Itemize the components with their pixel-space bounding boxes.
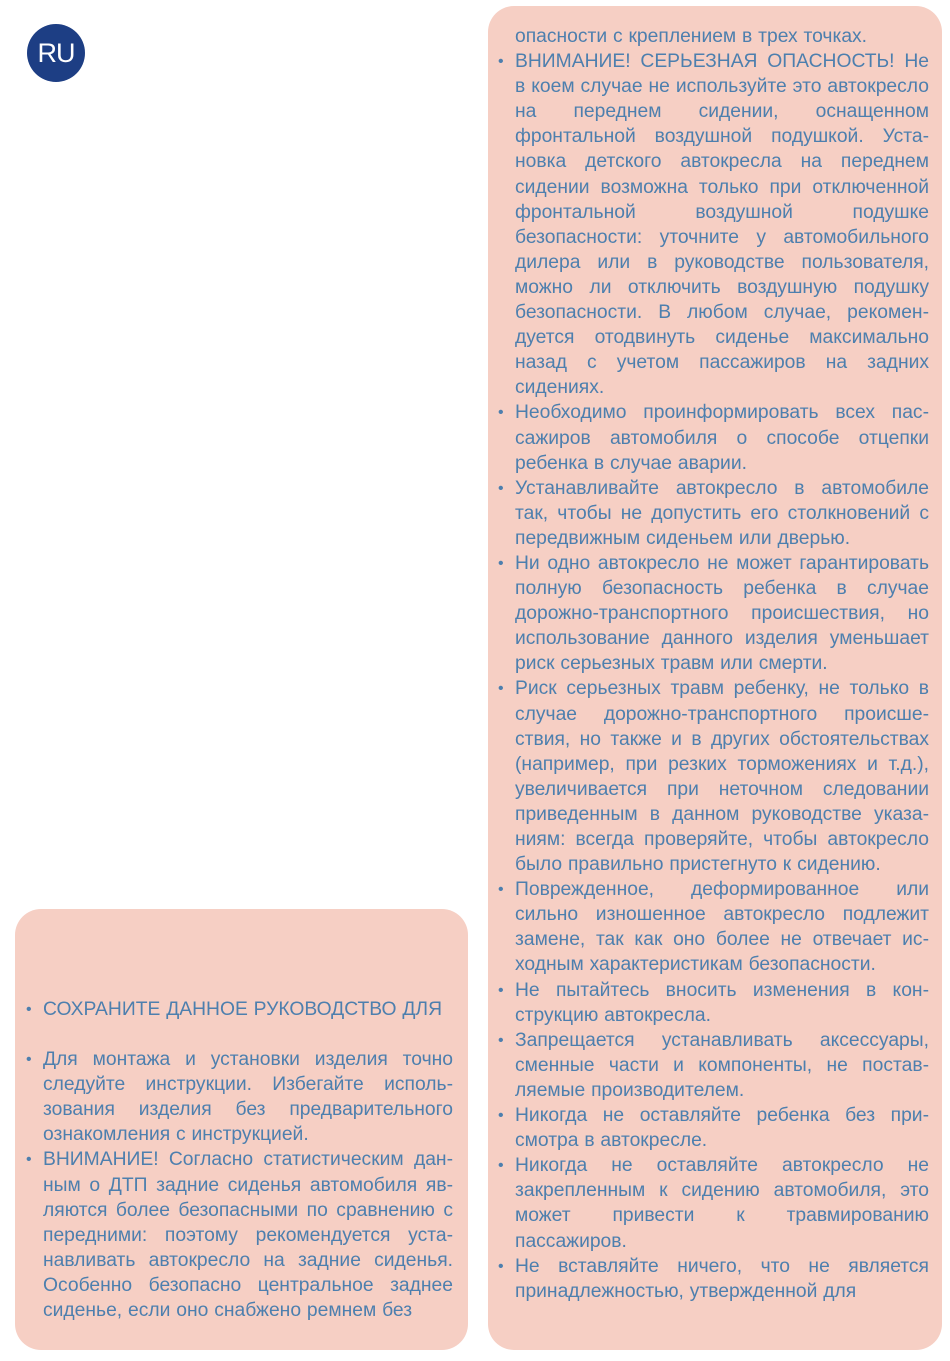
list-item: • Ни одно автокресло не может гарантировать полную безопасность ребенка в случае дорожно-транспортного происшествия, но использование данного изделия уменьшает риск серьезных травм или смерти.: [493, 551, 929, 676]
list-item: • Не пытайтесь вносить изменения в конструкцию автокресла.: [493, 978, 929, 1028]
left-bullet-list: [21, 997, 453, 1323]
list-item: • Для монтажа и установки изделия точно следуйте инструкции. Избегайте использования изделия без предварительного ознакомления с инструкцией.: [21, 1047, 453, 1147]
list-item: • Никогда не оставляйте автокресло не закрепленным к сидению автомобиля, это может привести к травмированию пассажиров.: [493, 1153, 929, 1253]
right-bullet-list: [493, 24, 929, 1304]
list-item: • Устанавливайте автокресло в автомобиле так, чтобы не допустить его столкновений с передвижным сиденьем или дверью.: [493, 476, 929, 551]
list-item: • Запрещается устанавливать аксессуары, сменные части и компоненты, не поставляемые производителем.: [493, 1028, 929, 1103]
list-item-continuation: опасности с креплением в трех точках.: [515, 26, 868, 47]
list-item: • Не вставляйте ничего, что не является принадлежностью, утвержденной для: [493, 1254, 929, 1304]
list-item: • Риск серьезных травм ребенку, не только в случае дорожно-транспортного происшествия, но также и в других обстоятельствах (например, при резких торможениях и т.д.), увеличивается при неточном следовании приведенным в данном руководстве указаниям: всегда проверяйте, чтобы автокресло было правильно пристегнуто к сидению.: [493, 676, 929, 877]
list-item: • СОХРАНИТЕ ДАННОЕ РУКОВОДСТВО ДЛЯ: [21, 997, 453, 1022]
right-text-panel: [488, 6, 942, 1350]
list-item: • ВНИМАНИЕ! Согласно статистическим данным о ДТП задние сиденья автомобиля являются более безопасными по сравнению с передними: поэтому рекомендуется устанавливать автокресло на задние сиденья. Особенно безопасно центральное заднее сиденье, если оно снабжено ремнем без: [21, 1147, 453, 1323]
language-badge: RU: [27, 24, 85, 82]
list-item: • ВНИМАНИЕ! СЕРЬЕЗНАЯ ОПАСНОСТЬ! Не в коем случае не используйте это автокресло на переднем сидении, оснащенном фронтальной воздушной подушкой. Установка детского автокресла на переднем сидении возможна только при отключенной фронтальной воздушной подушке безопасности: уточните у автомобильного дилера или в руководстве пользователя, можно ли отключить воздушную подушку безопасности. В любом случае, рекомендуется отодвинуть сиденье максимально назад с учетом пассажиров на задних сидениях.: [493, 49, 929, 400]
list-item: • Поврежденное, деформированное или сильно изношенное автокресло подлежит замене, так как оно более не отвечает исходным характеристикам безопасности.: [493, 877, 929, 977]
list-item: • Никогда не оставляйте ребенка без присмотра в автокресле.: [493, 1103, 929, 1153]
list-item: • Необходимо проинформировать всех пассажиров автомобиля о способе отцепки ребенка в случае аварии.: [493, 400, 929, 475]
left-text-panel: [15, 909, 468, 1350]
